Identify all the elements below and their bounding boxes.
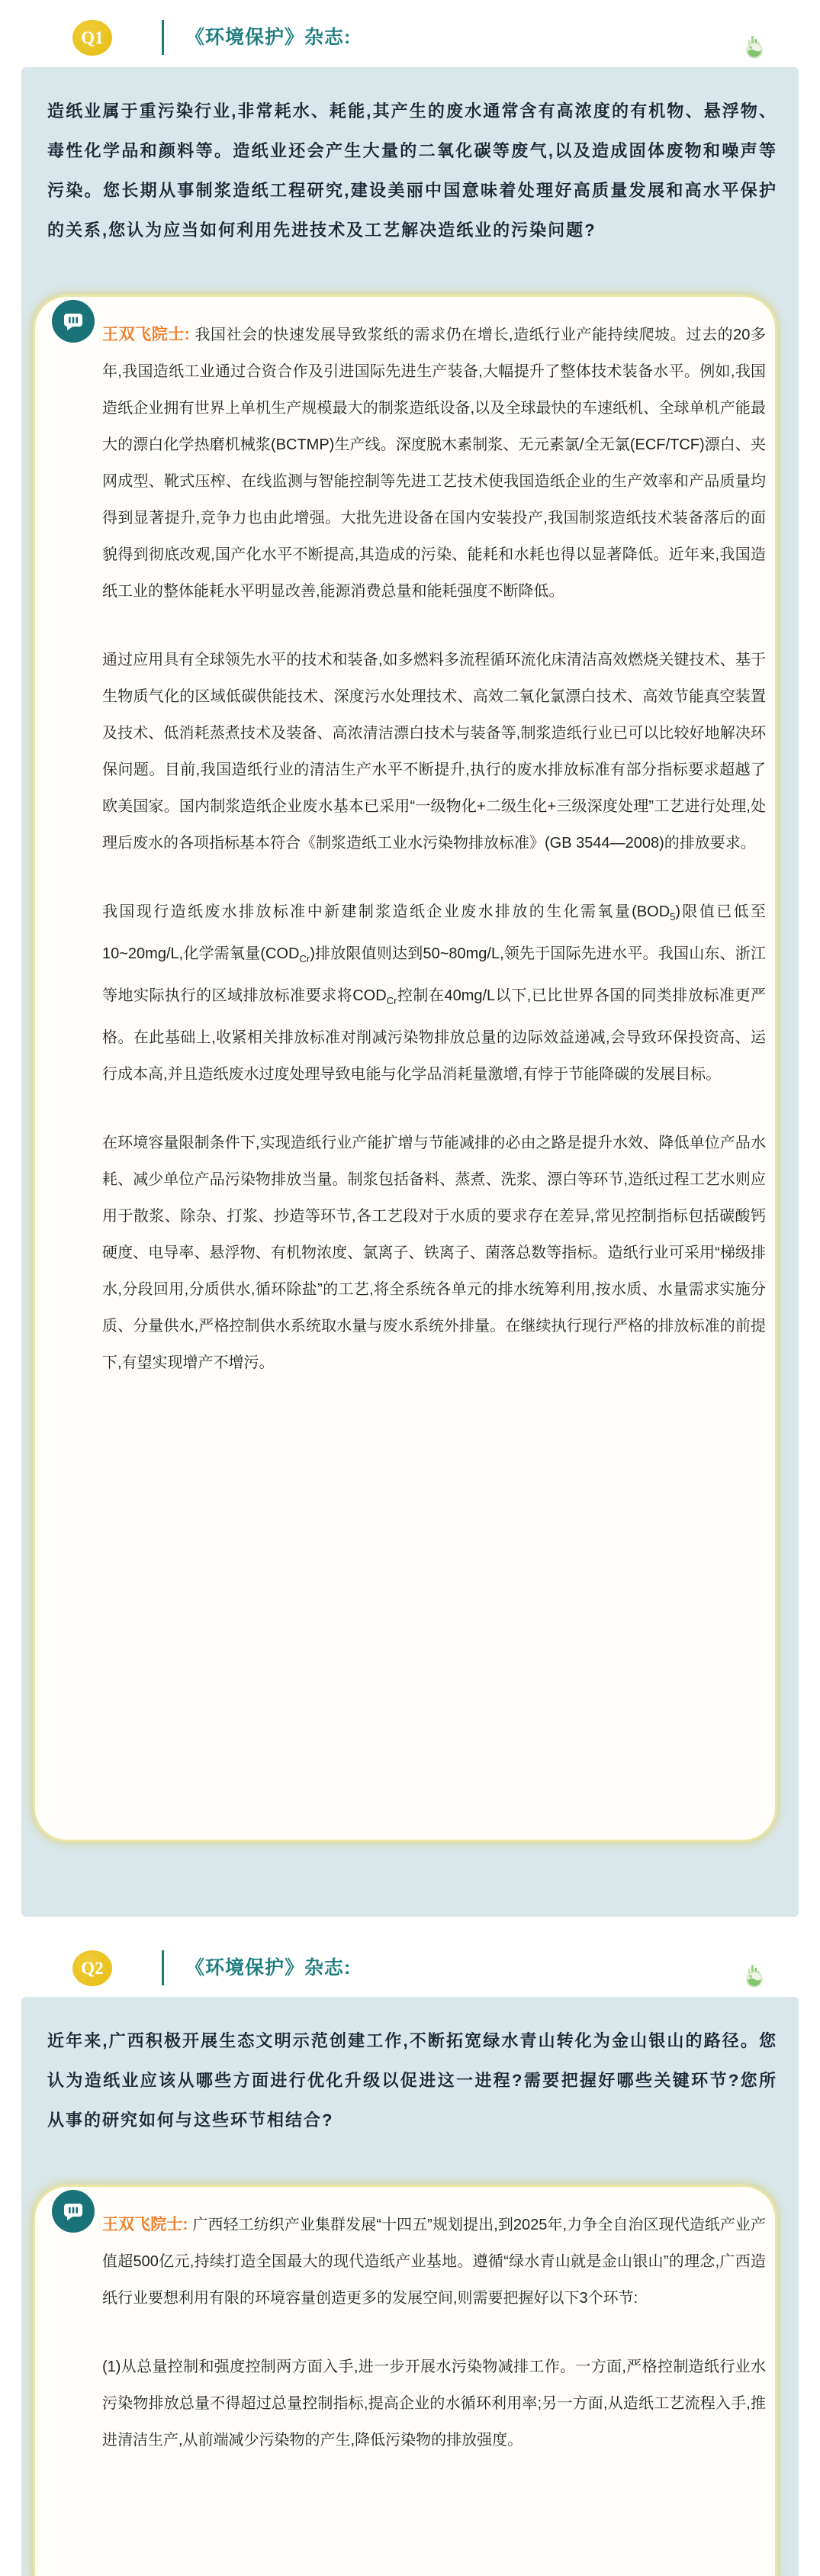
answer-card <box>33 295 777 1842</box>
qa-section-2 <box>0 1917 820 2576</box>
answer-card <box>33 2185 777 2576</box>
q1-badge-label: Q1 <box>81 27 104 47</box>
answer-text: 广西轻工纺织产业集群发展“十四五”规划提出,到2025年,力争全自治区现代造纸产业产值超500亿元,持续打造全国最大的现代造纸产业基地。遵循“绿水青山就是金山银山”的理念,广西造纸行业要想利用有限的环境容量创造更多的发展空间,则需要把握好以下3个环节: <box>102 2217 766 2307</box>
header-divider-line <box>162 1950 164 1985</box>
answer-paragraph: 我国现行造纸废水排放标准中新建制浆造纸企业废水排放的生化需氧量$(BOD_5)$限值已低至10~20mg/L,化学需氧量$(COD_{Cr})$排放限值则达到50~80mg/L,领先于国际先进水平。我国山东、浙江等地实际执行的区域排放标准要求将$COD_{Cr}$控制在40mg/L以下,已比世界各国的同类排放标准更严格。在此基础上,收紧相关排放标准对削减污染物排放总量的边际效益递减,会导致环保投资高、运行成本高,并且造纸废水过度处理导致电能与化学品消耗量激增,有悖于节能降碳的发展目标。 <box>102 903 766 1083</box>
question-panel <box>21 1997 799 2576</box>
chat-bubble-icon <box>52 2190 95 2233</box>
q1-badge <box>72 20 112 56</box>
magazine-title: 《环境保护》杂志: <box>185 1957 352 1979</box>
question-panel <box>21 67 799 1917</box>
q2-badge-label: Q2 <box>81 1958 104 1978</box>
magazine-title: 《环境保护》杂志: <box>185 27 352 48</box>
speaker-name: 王双飞院士: <box>102 2216 188 2233</box>
answer-paragraph: (1)从总量控制和强度控制两方面入手,进一步开展水污染物减排工作。一方面,严格控制造纸行业水污染物排放总量不得超过总量控制指标,提高企业的水循环利用率;另一方面,从造纸工艺流程入手,推进清洁生产,从前端减少污染物的产生,降低污染物的排放强度。 <box>102 2359 766 2449</box>
green-earth-icon <box>744 1963 764 1988</box>
answer-paragraph: 通过应用具有全球领先水平的技术和装备,如多燃料多流程循环流化床清洁高效燃烧关键技术、基于生物质气化的区域低碳供能技术、深度污水处理技术、高效二氧化氯漂白技术、高效节能真空装置及技术、低消耗蒸煮技术及装备、高浓清洁漂白技术与装备等,制浆造纸行业已可以比较好地解决环保问题。目前,我国造纸行业的清洁生产水平不断提升,执行的废水排放标准有部分指标要求超越了欧美国家。国内制浆造纸企业废水基本已采用“一级物化+二级生化+三级深度处理”工艺进行处理,处理后废水的各项指标基本符合《制浆造纸工业水污染物排放标准》(GB 3544—2008)的排放要求。 <box>102 652 766 852</box>
section-header <box>0 0 820 67</box>
answer-paragraph <box>102 317 766 610</box>
question-text: 造纸业属于重污染行业,非常耗水、耗能,其产生的废水通常含有高浓度的有机物、悬浮物、毒性化学品和颜料等。造纸业还会产生大量的二氧化碳等废气,以及造成固体废物和噪声等污染。您长期从事制浆造纸工程研究,建设美丽中国意味着处理好高质量发展和高水平保护的关系,您认为应当如何利用先进技术及工艺解决造纸业的污染问题? <box>47 101 777 240</box>
answer-paragraph <box>102 2207 766 2317</box>
green-earth-icon <box>744 34 764 59</box>
answer-text: 我国社会的快速发展导致浆纸的需求仍在增长,造纸行业产能持续爬坡。过去的20多年,我国造纸工业通过合资合作及引进国际先进生产装备,大幅提升了整体技术装备水平。例如,我国造纸企业拥有世界上单机生产规模最大的制浆造纸设备,以及全球最快的车速纸机、全球单机产能最大的漂白化学热磨机械浆(BCTMP)生产线。深度脱木素制浆、无元素氯/全无氯(ECF/TCF)漂白、夹网成型、靴式压榨、在线监测与智能控制等先进工艺技术使我国造纸企业的生产效率和产品质量均得到显著提升,竞争力也由此增强。大批先进设备在国内安装投产,我国制浆造纸技术装备落后的面貌得到彻底改观,国产化水平不断提高,其造成的污染、能耗和水耗也得以显著降低。近年来,我国造纸工业的整体能耗水平明显改善,能源消费总量和能耗强度不断降低。 <box>102 327 766 600</box>
chat-bubble-icon <box>52 300 95 343</box>
answer-paragraph: 在环境容量限制条件下,实现造纸行业产能扩增与节能减排的必由之路是提升水效、降低单位产品水耗、减少单位产品污染物排放当量。制浆包括备料、蒸煮、洗浆、漂白等环节,造纸过程工艺水则应用于散浆、除杂、打浆、抄造等环节,各工艺段对于水质的要求存在差异,常见控制指标包括碳酸钙硬度、电导率、悬浮物、有机物浓度、氯离子、铁离子、菌落总数等指标。造纸行业可采用“梯级排水,分段回用,分质供水,循环除盐”的工艺,将全系统各单元的排水统筹利用,按水质、水量需求实施分质、分量供水,严格控制供水系统取水量与废水系统外排量。在继续执行现行严格的排放标准的前提下,有望实现增产不增污。 <box>102 1135 766 1371</box>
question-text: 近年来,广西积极开展生态文明示范创建工作,不断拓宽绿水青山转化为金山银山的路径。您认为造纸业应该从哪些方面进行优化升级以促进这一进程?需要把握好哪些关键环节?您所从事的研究如何与这些环节相结合? <box>47 2031 777 2130</box>
speaker-name: 王双飞院士: <box>102 326 190 343</box>
section-header <box>0 1917 820 1997</box>
q2-badge <box>72 1950 112 1986</box>
header-divider-line <box>162 20 164 55</box>
